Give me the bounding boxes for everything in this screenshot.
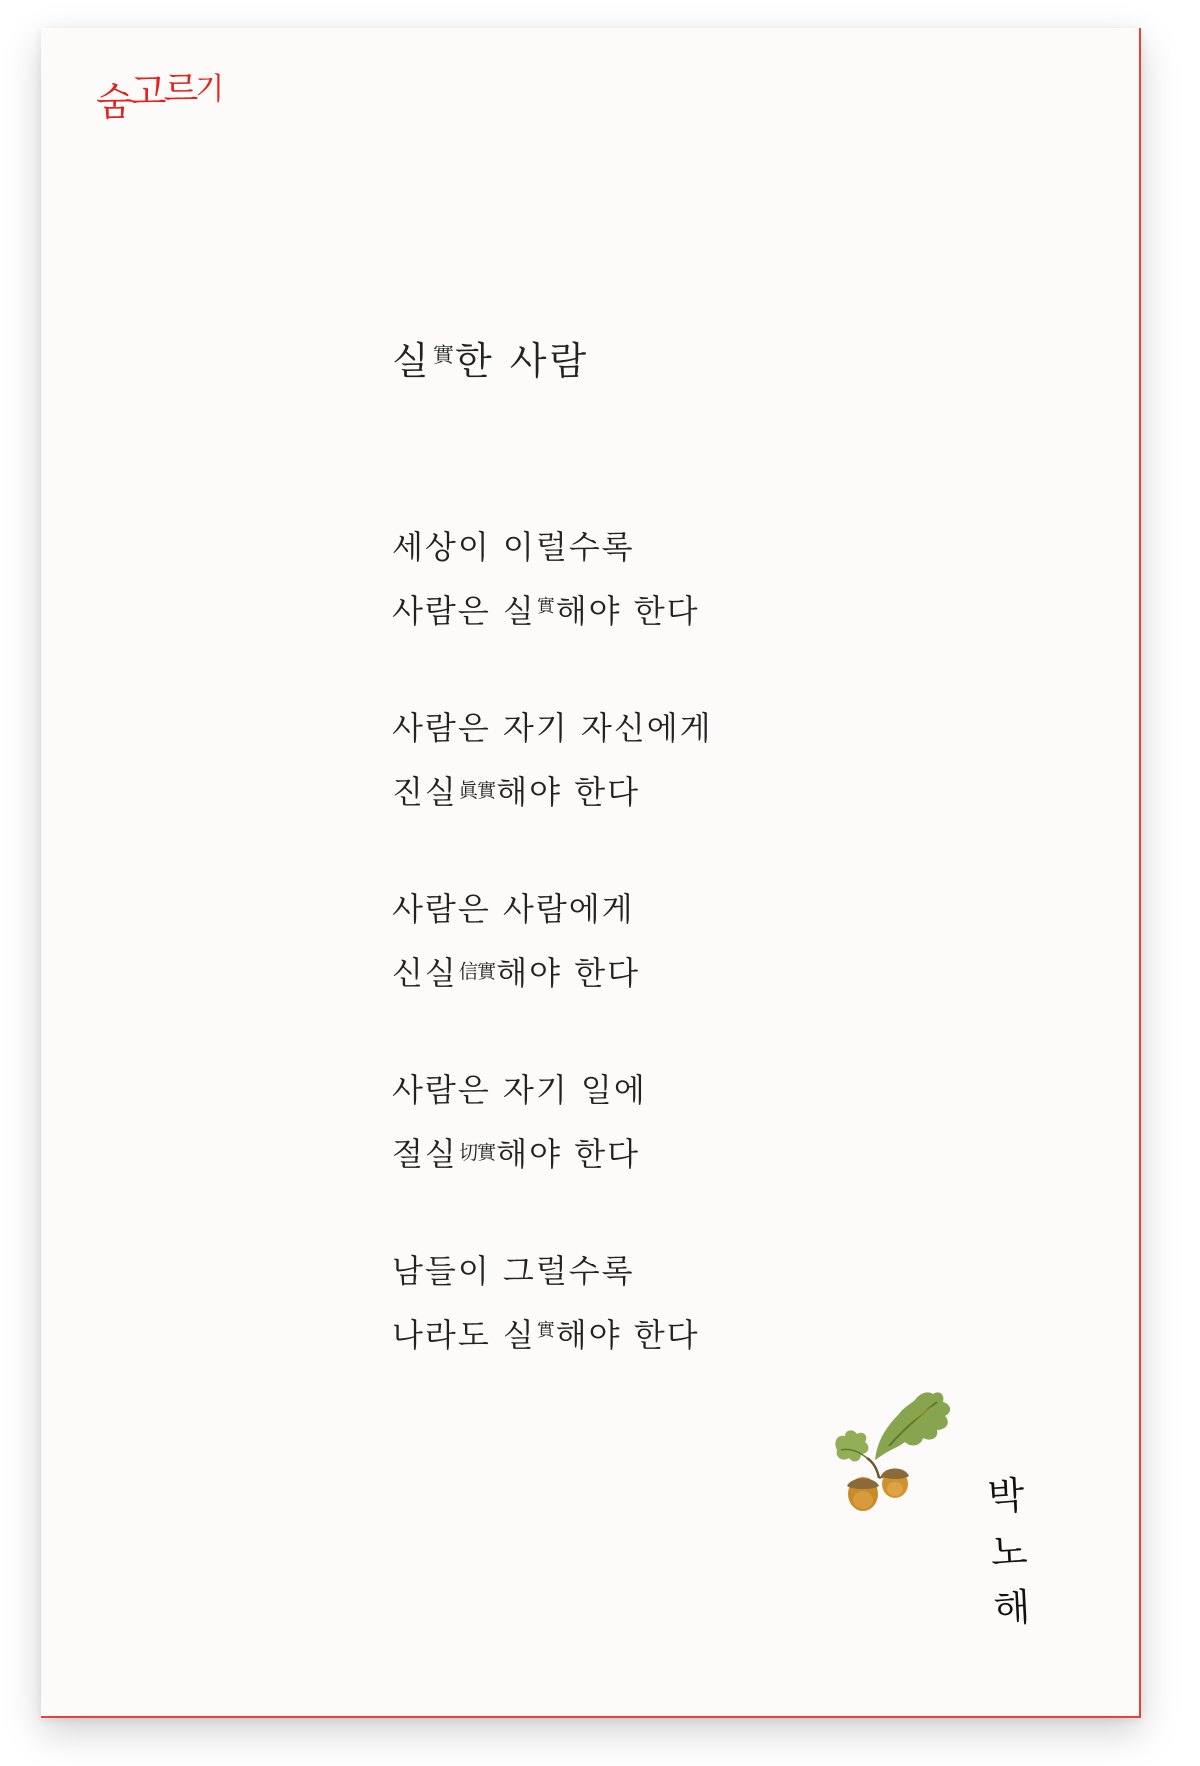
line-hanja: 實 xyxy=(536,596,555,618)
brand-char: 기 xyxy=(195,72,222,107)
line-text: 해야 한다 xyxy=(496,1135,641,1173)
line-text: 해야 한다 xyxy=(496,773,641,811)
oak-leaf-icon xyxy=(835,1430,868,1461)
poem-body xyxy=(392,515,713,1420)
line-text: 해야 한다 xyxy=(496,954,641,992)
brand-logo xyxy=(96,69,222,124)
line-hanja: 眞實 xyxy=(458,779,496,803)
line-text: 신실 xyxy=(392,954,458,992)
signature-char: 박 xyxy=(986,1473,1026,1520)
poem-title xyxy=(392,330,589,385)
poem-line xyxy=(392,579,713,643)
poem-line xyxy=(392,696,713,760)
signature-char: 노 xyxy=(989,1529,1029,1575)
card-edge-bottom xyxy=(41,1716,1141,1718)
line-text: 사람은 사람에게 xyxy=(392,890,635,928)
author-signature xyxy=(973,1466,1046,1637)
poem-line xyxy=(392,760,713,824)
title-text: 한 사람 xyxy=(454,339,590,383)
poem-line xyxy=(392,1122,713,1186)
poem-line xyxy=(392,1303,713,1367)
line-text: 진실 xyxy=(392,773,458,811)
stanza xyxy=(392,1239,713,1367)
signature-char: 해 xyxy=(992,1584,1032,1631)
line-text: 세상이 이럴수록 xyxy=(392,528,635,566)
poem-line xyxy=(392,1058,713,1122)
stanza xyxy=(392,515,713,643)
stanza xyxy=(392,1058,713,1186)
line-text: 남들이 그럴수록 xyxy=(392,1252,635,1290)
poem-line xyxy=(392,941,713,1005)
oak-leaf-icon xyxy=(875,1392,950,1460)
card-edge-right xyxy=(1139,28,1141,1718)
poem-line xyxy=(392,877,713,941)
poem-line xyxy=(392,515,713,579)
stanza xyxy=(392,696,713,824)
line-text: 사람은 실 xyxy=(392,592,536,630)
line-text: 사람은 자기 자신에게 xyxy=(392,709,713,747)
line-hanja: 切實 xyxy=(458,1141,496,1165)
title-hanja: 實 xyxy=(432,343,454,369)
line-text: 나라도 실 xyxy=(392,1316,536,1354)
line-text: 해야 한다 xyxy=(555,1316,700,1354)
stanza xyxy=(392,877,713,1005)
brand-char: 숨 xyxy=(96,80,130,124)
line-hanja: 實 xyxy=(536,1320,555,1342)
poem-line xyxy=(392,1239,713,1303)
line-hanja: 信實 xyxy=(458,960,496,984)
line-text: 사람은 자기 일에 xyxy=(392,1071,647,1109)
brand-char: 고 xyxy=(129,70,164,114)
line-text: 해야 한다 xyxy=(555,592,700,630)
line-text: 절실 xyxy=(392,1135,458,1173)
title-text: 실 xyxy=(392,339,432,383)
brand-char: 르 xyxy=(163,69,196,110)
